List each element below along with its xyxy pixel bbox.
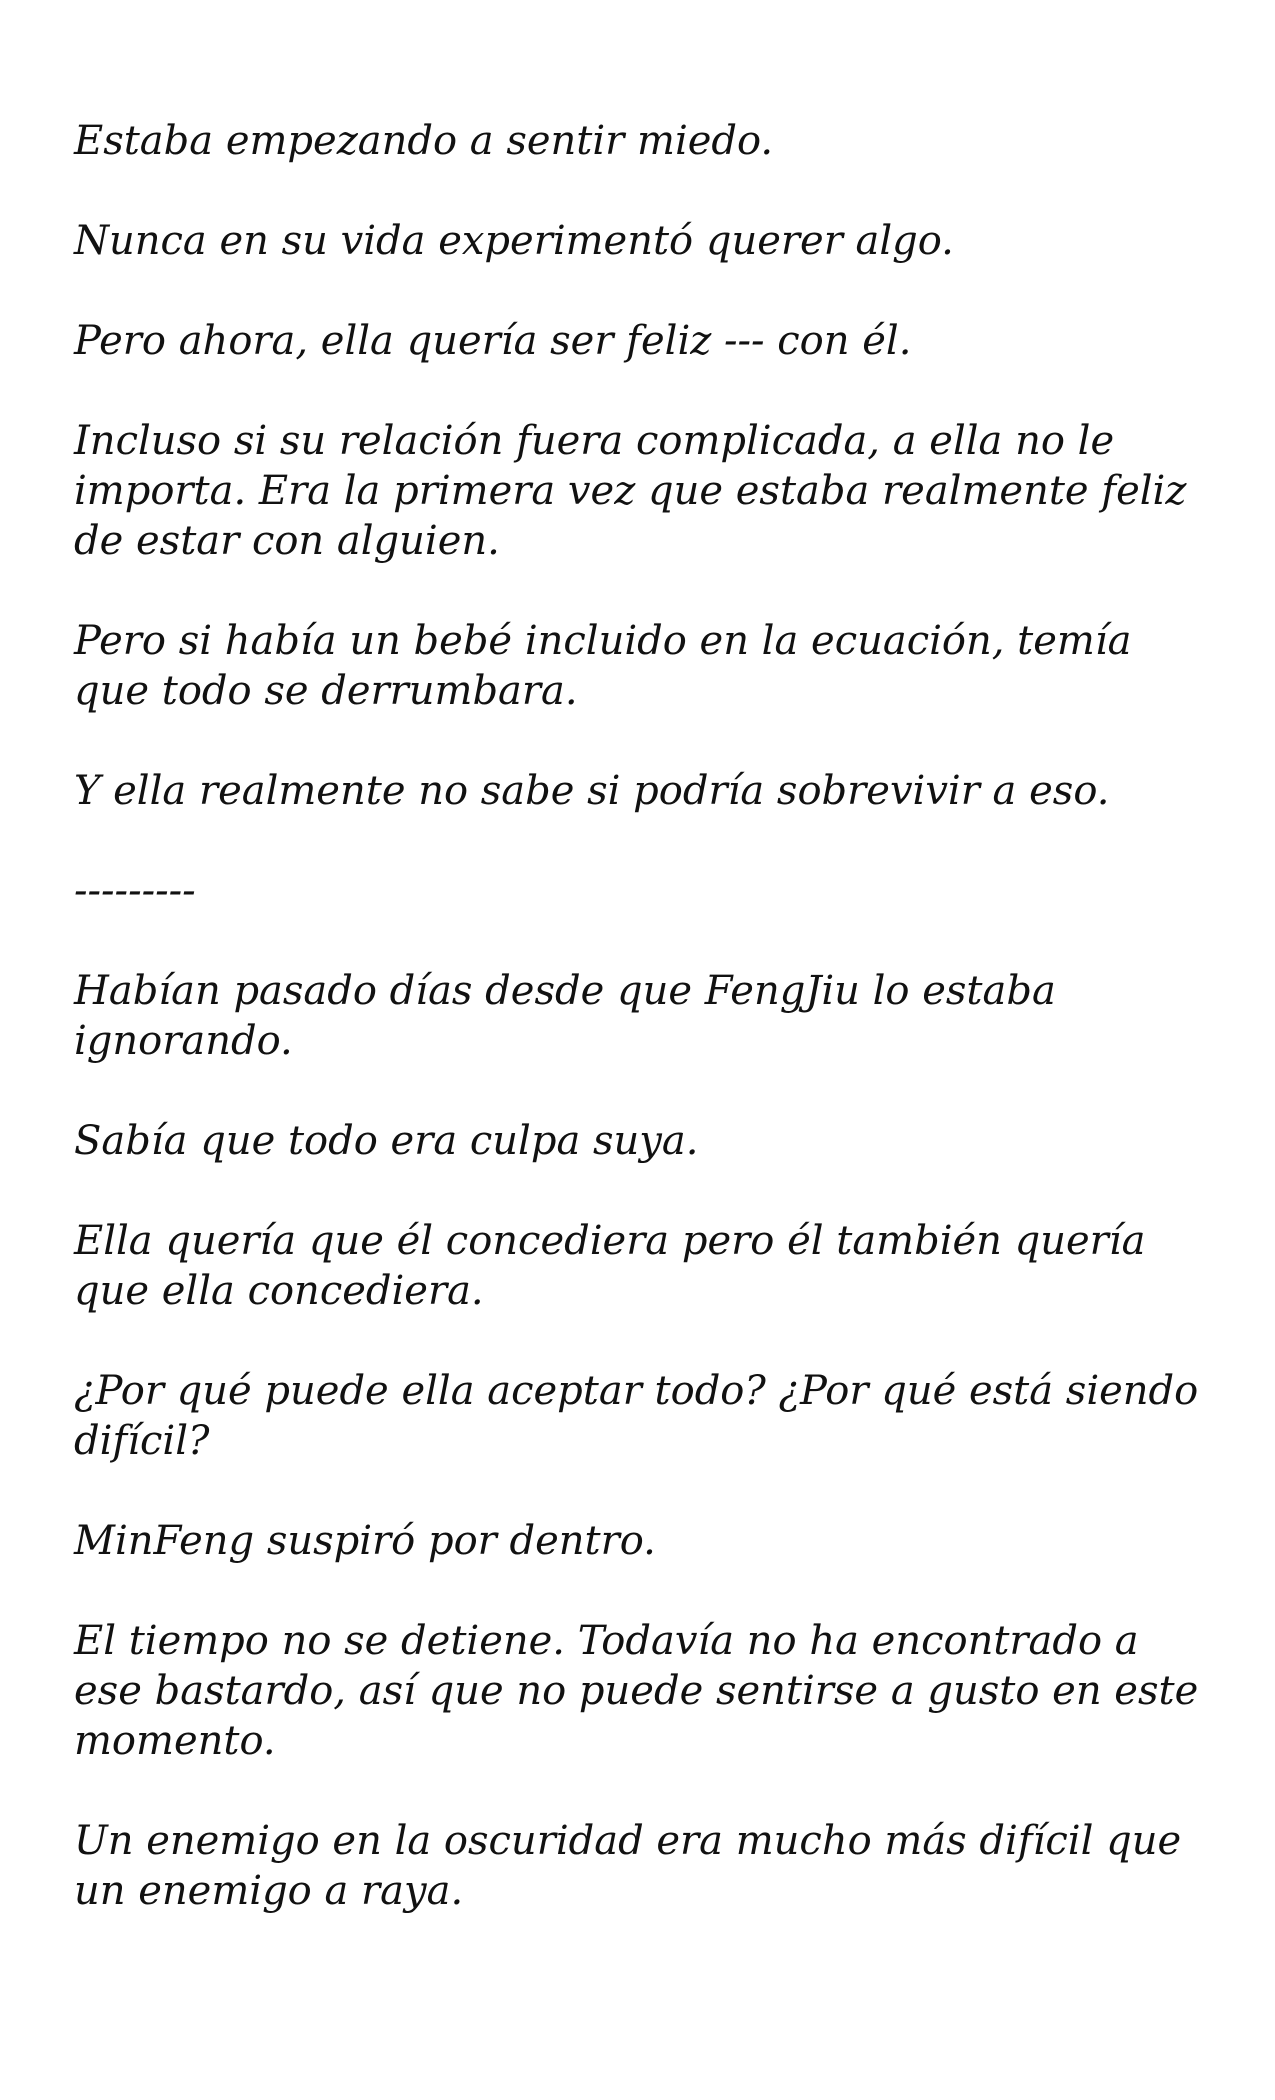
paragraph-1: Estaba empezando a sentir miedo. <box>74 118 774 164</box>
paragraph-2: Nunca en su vida experimentó querer algo. <box>74 218 954 264</box>
paragraph-13: Un enemigo en la oscuridad era mucho más difícil que un enemigo a raya. <box>74 1818 1182 1914</box>
section-separator: --------- <box>74 868 196 914</box>
paragraph-12: El tiempo no se detiene. Todavía no ha encontrado a ese bastardo, así que no puede sentirse a gusto en este momento. <box>74 1618 1199 1764</box>
paragraph-6: Y ella realmente no sabe si podría sobrevivir a eso. <box>74 768 1110 814</box>
paragraph-5: Pero si había un bebé incluido en la ecuación, temía que todo se derrumbara. <box>74 618 1132 714</box>
paragraph-10: ¿Por qué puede ella aceptar todo? ¿Por qué está siendo difícil? <box>74 1368 1199 1464</box>
paragraph-9: Ella quería que él concediera pero él también quería que ella concediera. <box>74 1218 1146 1314</box>
paragraph-3: Pero ahora, ella quería ser feliz --- con él. <box>74 318 912 364</box>
paragraph-7: Habían pasado días desde que FengJiu lo estaba ignorando. <box>74 968 1056 1064</box>
paragraph-4: Incluso si su relación fuera complicada, a ella no le importa. Era la primera vez que estaba realmente feliz de estar con alguien. <box>74 418 1187 564</box>
paragraph-11: MinFeng suspiró por dentro. <box>74 1518 656 1564</box>
paragraph-8: Sabía que todo era culpa suya. <box>74 1118 699 1164</box>
